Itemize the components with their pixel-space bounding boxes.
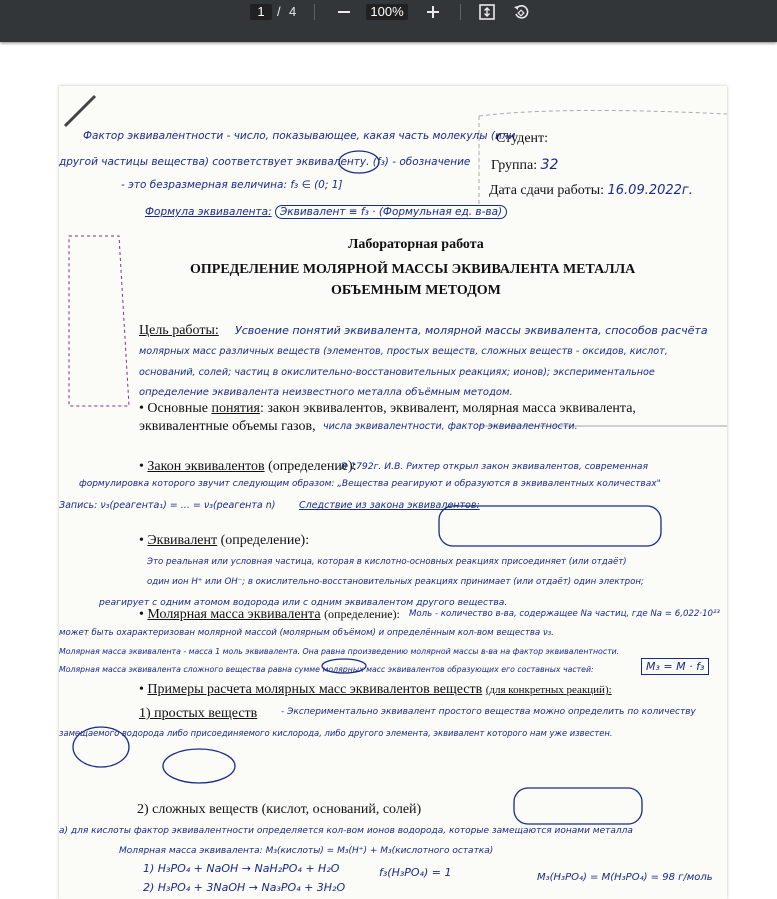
acid-formula: Молярная масса эквивалента: M₃(кислоты) = M₃(H⁺) + M₃(кислотного остатка)	[119, 846, 494, 856]
pdf-viewer-toolbar	[0, 0, 777, 42]
concepts-line-2: эквивалентные объемы газов,	[139, 419, 316, 434]
equiv-text-1: Это реальная или условная частица, которая в кислотно-основных реакциях присоединяет (или отдаёт)	[147, 557, 627, 567]
zoom-in-button[interactable]	[422, 2, 444, 22]
plus-icon	[426, 5, 440, 19]
page-number-input[interactable]: 1	[250, 4, 272, 20]
equiv-text-3: реагирует с одним атомом водорода или с одним эквивалентом другого вещества.	[99, 597, 508, 608]
rotate-icon	[512, 3, 530, 21]
simple-label: 1) простых веществ	[139, 706, 258, 721]
date-value: 16.09.2022г.	[607, 183, 693, 198]
reaction-1-molar: M₃(H₃PO₄) = M(H₃PO₄) = 98 г/моль	[537, 872, 713, 883]
law-text: В 1792г. И.В. Рихтер открыл закон эквивалентов, современная	[341, 461, 649, 472]
page-separator: /	[277, 4, 281, 19]
factor-definition-line3: - это безразмерная величина: f₃ ∈ (0; 1]	[121, 179, 343, 191]
molar-mass-text-2: может быть охарактеризован молярной массой (молярным объёмом) и определённым кол-вом вещества ν₃.	[59, 628, 554, 638]
date-label: Дата сдачи работы: 16.09.2022г.	[489, 183, 693, 198]
fit-page-button[interactable]	[476, 2, 498, 22]
examples-line: • Примеры расчета молярных масс эквивалентов веществ (для конкретных реакций):	[139, 682, 612, 697]
complex-label: 2) сложных веществ (кислот, оснований, солей)	[137, 802, 422, 817]
reaction-2: 2) H₃PO₄ + 3NaOH → Na₃PO₄ + 3H₂O	[143, 881, 346, 894]
molar-mass-text: Моль - количество в-ва, содержащее Na частиц, где Na = 6,022·10²³	[409, 609, 720, 619]
document-page	[59, 86, 727, 899]
molar-mass-text-3: Молярная масса эквивалента - масса 1 моль эквивалента. Она равна произведению молярной массы в-ва на фактор эквивалентности.	[59, 647, 620, 656]
student-label: Студент:	[496, 131, 549, 146]
goal-text-2: молярных масс различных веществ (элементов, простых веществ, сложных веществ - оксидов, кислот,	[139, 346, 668, 357]
formula-label: Формула эквивалента: Эквивалент ≡ f₃ · (Формульная ед. в-ва)	[145, 206, 507, 218]
concepts-hand: числа эквивалентности, фактор эквивалентности.	[323, 421, 578, 432]
factor-definition-line1: Фактор эквивалентности - число, показывающее, какая часть молекулы (или	[83, 130, 516, 142]
goal-text-1: Усвоение понятий эквивалента, молярной массы эквивалента, способов расчёта	[235, 324, 708, 337]
toolbar-divider	[460, 4, 461, 20]
rotate-button[interactable]	[510, 2, 532, 22]
page-total: 4	[289, 4, 297, 19]
zoom-level-input[interactable]: 100%	[366, 4, 408, 20]
fit-page-icon	[478, 3, 496, 21]
goal-text-3: оснований, солей; частиц в окислительно-восстановительных реакциях; ионов); экспериментальное	[139, 367, 655, 378]
minus-icon	[337, 5, 351, 19]
lab-title: Лабораторная работа	[348, 237, 484, 252]
group-label: Группа: 32	[491, 157, 559, 173]
title-line1: ОПРЕДЕЛЕНИЕ МОЛЯРНОЙ МАССЫ ЭКВИВАЛЕНТА МЕТАЛЛА	[190, 262, 636, 277]
formula-value: Эквивалент ≡ f₃ · (Формульная ед. в-ва)	[275, 205, 507, 219]
molar-mass-text-4: Молярная масса эквивалента сложного вещества равна сумме молярных масс эквивалентов образующих его составных частей:	[59, 665, 594, 674]
law-text-2: формулировка которого звучит следующим образом: „Вещества реагируют и образуются в эквивалентных количествах"	[79, 479, 661, 489]
formula-box: M₃ = M · f₃	[641, 658, 709, 675]
molar-mass-line: • Молярная масса эквивалента (определение):	[139, 607, 400, 622]
simple-text: - Экспериментально эквивалент простого вещества можно определить по количеству	[281, 707, 696, 717]
toolbar-divider	[314, 4, 315, 20]
group-value: 32	[540, 157, 559, 173]
law-line: • Закон эквивалентов (определение):	[139, 459, 357, 474]
acid-text: а) для кислоты фактор эквивалентности определяется кол-вом ионов водорода, которые замещаются ионами металла	[59, 826, 633, 836]
equiv-text-2: один ион H⁺ или OH⁻; в окислительно-восстановительных реакциях принимает (или отдаёт) один электрон;	[147, 577, 644, 587]
goal-text-4: определение эквивалента неизвестного металла объёмным методом.	[139, 387, 513, 398]
simple-text-2: замещаемого водорода либо присоединяемого кислорода, либо другого элемента, эквивалент которого нам уже известен.	[59, 728, 613, 738]
title-line2: ОБЪЕМНЫМ МЕТОДОМ	[331, 283, 501, 298]
equiv-line: • Эквивалент (определение):	[139, 533, 310, 548]
reaction-1: 1) H₃PO₄ + NaOH → NaH₂PO₄ + H₂O	[143, 862, 340, 875]
concepts-line: • Основные понятия: закон эквивалентов, эквивалент, молярная масса эквивалента,	[139, 401, 636, 416]
zoom-out-button[interactable]	[333, 2, 355, 22]
goal-label: Цель работы:	[139, 323, 219, 338]
record-line: Запись: ν₃(реагента₁) = ... = ν₃(реагента n)	[59, 500, 276, 511]
reaction-1-factor: f₃(H₃PO₄) = 1	[379, 866, 452, 879]
factor-definition-line2: другой частицы вещества) соответствует эквиваленту. (f₃) - обозначение	[59, 156, 471, 168]
consequence-label: Следствие из закона эквивалентов:	[299, 500, 480, 511]
